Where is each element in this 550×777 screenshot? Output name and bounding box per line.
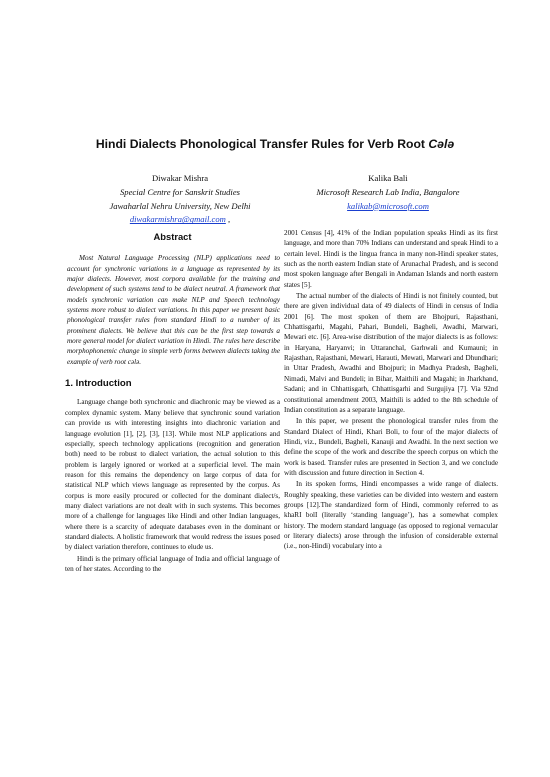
title-text: Hindi Dialects Phonological Transfer Rules for Verb Root (95, 137, 429, 151)
section-heading-introduction: 1. Introduction (65, 378, 132, 390)
email-suffix: , (225, 214, 231, 225)
title-root: Cələ (428, 137, 455, 151)
author-affiliation: Jawaharlal Nehru University, New Delhi (109, 200, 251, 211)
author-block-1 (70, 172, 290, 227)
body-paragraph: In its spoken forms, Hindi encompasses a wide range of dialects. Roughly speaking, these varieties can be divided into western and eastern groups [12].The standardized form of Hindi, commonly referred to as khaRI bolI (literally ‘standing language’), has a somewhat complex history. The modern standard language (as opposed to regional vernacular or literary dialects) arose through the infusion of considerable external (i.e., non-Hindi) vocabulary into a (284, 480, 498, 551)
author-affiliation: Special Centre for Sanskrit Studies (120, 186, 240, 197)
abstract-heading: Abstract (153, 231, 192, 242)
paper-title (0, 137, 550, 151)
body-paragraph: 2001 Census [4], 41% of the Indian population speaks Hindi as its first language, and more than 70% Indians can understand and speak Hindi to a certain level. Hindi is the lingua franca in many non-Hindi speaker states, such as the north eastern Indian state of Arunachal Pradesh, and is second most spoken language after Bengali in Andaman Islands and north eastern states [5]. (284, 229, 498, 289)
author-block-2 (273, 172, 503, 213)
author-email-link[interactable]: diwakarmishra@gmail.com (129, 214, 226, 225)
left-column (65, 228, 280, 574)
body-paragraph: In this paper, we present the phonological transfer rules from the Standard Dialect of Hindi, Khari Boli, to four of the major dialects of Hindi, viz., Bundeli, Bagheli, Kanauji and Awadhi. In the next section we define the scope of the work and describe the speech corpus on which the work is based. Transfer rules are presented in Section 3, and we conclude with discussion and future direction in Section 4. (284, 417, 498, 477)
author-affiliation: Microsoft Research Lab India, Bangalore (316, 186, 460, 197)
body-paragraph: The actual number of the dialects of Hindi is not finitely counted, but there are given individual data of 49 dialects of Hindi in census of India 2001 [6]. The most spoken of them are Bhojpuri, Rajasthani, Chhattisgarhi, Magahi, Pahari, Bundeli, Bagheli, Awadhi, Marwari, Mewari etc. [6]. Area-wise distribution of the major dialects is as follows: in Haryana, Haryanvi; in Uttaranchal, Garhwali and Kumauni; in Rajasthan, Rajasthani, Mewari, Harauti, Mewati, Marwari and Dhundhari; in Uttar Pradesh, Awadhi and Bhojpuri; in Madhya Pradesh, Bagheli, Nimadi, Malvi and Bundeli; in Bihar, Maithili and Magahi; in Jharkhand, Sadani; and in Chhattisgarh, Chhattisgarhi and Surgujiya [7]. Via 92nd constitutional amendment 2003, Maithili is added to the 8th schedule of Indian constitution as a separate language. (284, 292, 498, 414)
abstract-body (65, 253, 280, 367)
abstract-text: Most Natural Language Processing (NLP) applications need to account for synchronic variations in a language as represented by its major dialects. However, most corpora available for the training and development of such systems tend to be dialect neutral. A framework that models synchronic variation can make NLP and Speech technology systems more robust to dialect variations. In this paper we present basic phonological transfer rules from standard Hindi to a number of its prominent dialects. We believe that this can be the first step towards a more general model for dialect variation in Hindi. The rules here describe morphophonemic change in simple verb forms between dialects taking the example of verb root cələ. (67, 254, 280, 366)
right-column (284, 228, 498, 552)
body-paragraph: Hindi is the primary official language of India and official language of ten of her states. According to the (65, 554, 280, 573)
author-name: Diwakar Mishra (151, 173, 209, 183)
author-email-link[interactable]: kalikab@microsoft.com (347, 200, 429, 211)
author-name: Kalika Bali (368, 173, 408, 183)
body-paragraph: Language change both synchronic and diachronic may be viewed as a complex dynamic system. Many believe that synchronic sound variation can provide us with interesting insights into diachronic variation and language evolution [1], [2], [3], [13]. While most NLP applications and especially, speech technology applications (recognition and generation both) need to be robust to dialect variation, the actual solution to this problem is largely ignored or worked at a superficial level. The main reason for this remains the dependency on large corpus of data for statistical NLP which views language as represented by the corpus. As corpus is more easily procured or collected for the dominant dialect/s, many dialect variations are not dealt with in such systems. This becomes more of a challenge for languages like Hindi and other Indian languages, where there is a scarcity of adequate databases even in the dominant or standard dialects. A holistic framework that would redress the issues posed by dialect variation therefore, continues to elude us. (65, 398, 280, 552)
